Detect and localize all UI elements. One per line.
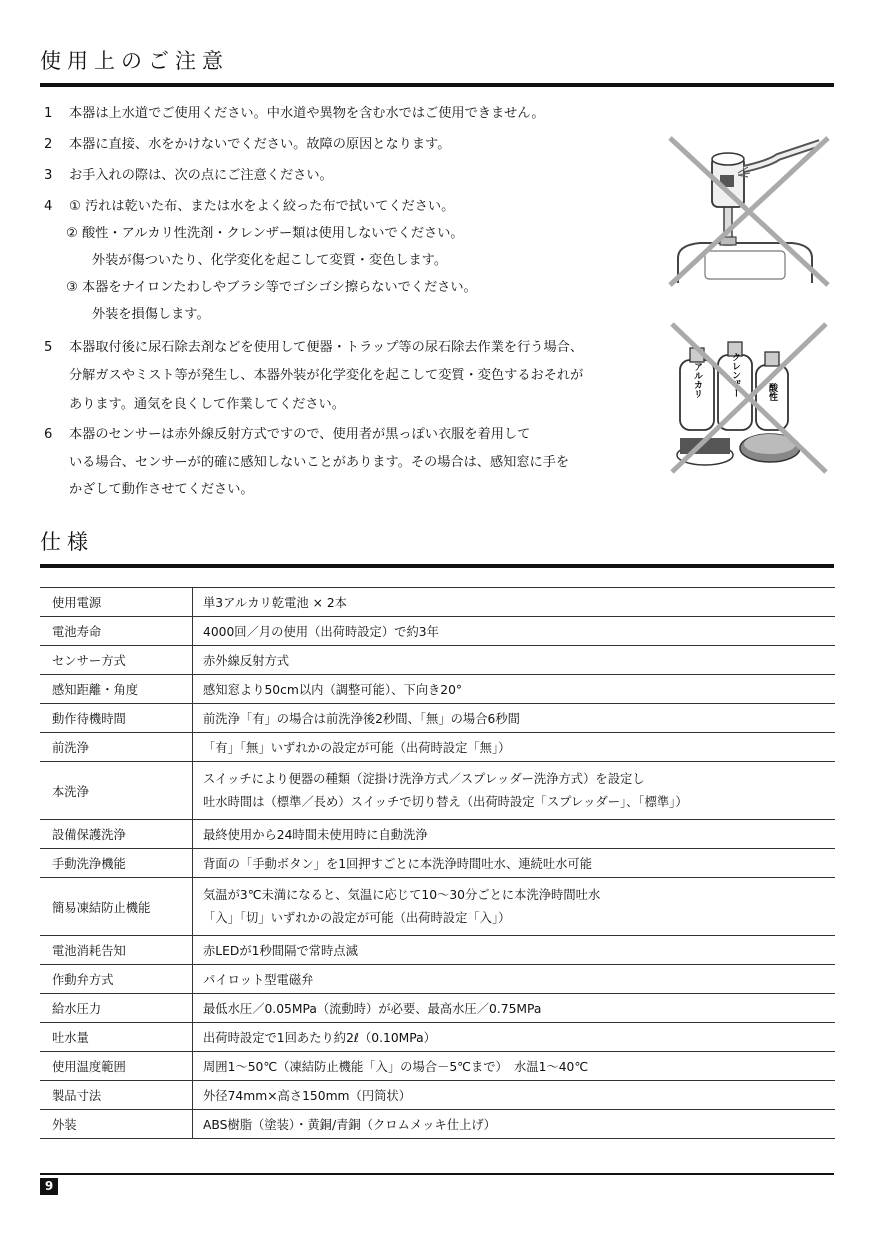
spec-label: 前洗浄	[40, 733, 193, 762]
caution-heading: 使用上のご注意	[40, 49, 229, 73]
spec-label: 動作待機時間	[40, 704, 193, 733]
table-row	[40, 820, 835, 849]
table-row	[40, 878, 835, 936]
spec-value: 前洗浄「有」の場合は前洗浄後2秒間、「無」の場合6秒間	[193, 704, 836, 733]
caution-item-4-sub-1: ② 酸性・アルカリ性洗剤・クレンザー類は使用しないでください。	[66, 226, 464, 241]
spec-value	[193, 762, 836, 820]
caution-item-4-sub-2: 外装が傷ついたり、化学変化を起こして変質・変色します。	[92, 253, 448, 268]
item-text: お手入れの際は、次の点にご注意ください。	[69, 168, 333, 183]
item-text: 本器取付後に尿石除去剤などを使用して便器・トラップ等の尿石除去作業を行う場合、	[69, 340, 584, 355]
item-number: 4	[44, 199, 53, 214]
spec-value: 単3アルカリ乾電池 × 2本	[193, 588, 836, 617]
acid-label: 酸性	[767, 383, 777, 401]
spec-label: 設備保護洗浄	[40, 820, 193, 849]
spec-label: 簡易凍結防止機能	[40, 878, 193, 936]
table-row	[40, 1023, 835, 1052]
table-row	[40, 965, 835, 994]
table-row	[40, 1110, 835, 1139]
table-row	[40, 646, 835, 675]
table-row	[40, 849, 835, 878]
item-text: 本器のセンサーは赤外線反射方式ですので、使用者が黒っぽい衣服を着用して	[69, 427, 531, 442]
page-number: 9	[40, 1178, 58, 1195]
spec-value: パイロット型電磁弁	[193, 965, 836, 994]
item-number: 5	[44, 340, 53, 355]
caution-item-6-line-3: かざして動作させてください。	[69, 482, 254, 497]
table-row	[40, 1081, 835, 1110]
spec-value	[193, 878, 836, 936]
caution-item-4-sub-4: 外装を損傷します。	[92, 307, 210, 322]
spec-heading-rule	[40, 564, 834, 568]
item-text: ① 汚れは乾いた布、または水をよく絞った布で拭いてください。	[69, 199, 455, 214]
spec-label: 使用温度範囲	[40, 1052, 193, 1081]
caution-item-5-line-3: あります。通気を良くして作業してください。	[69, 397, 345, 412]
no-chemicals-brushes-illustration	[660, 320, 835, 480]
spec-value-line: スイッチにより便器の種類（淀掛け洗浄方式／スプレッダー洗浄方式）を設定し	[203, 771, 645, 786]
spec-value: 最終使用から24時間未使用時に自動洗浄	[193, 820, 836, 849]
spec-label: 手動洗浄機能	[40, 849, 193, 878]
spec-value: 赤外線反射方式	[193, 646, 836, 675]
caution-item-6-line-2: いる場合、センサーが的確に感知しないことがあります。その場合は、感知窓に手を	[69, 455, 570, 470]
item-number: 3	[44, 168, 53, 183]
item-text: 本器に直接、水をかけないでください。故障の原因となります。	[69, 137, 451, 152]
cleanser-label: クレンザー	[730, 352, 740, 398]
spec-value: 周囲1～50℃（凍結防止機能「入」の場合－5℃まで） 水温1～40℃	[193, 1052, 836, 1081]
item-number: 1	[44, 106, 53, 121]
no-water-spray-illustration	[660, 133, 835, 293]
spec-value: 外径74mm×高さ150mm（円筒状）	[193, 1081, 836, 1110]
spec-value: 4000回／月の使用（出荷時設定）で約3年	[193, 617, 836, 646]
table-row	[40, 1052, 835, 1081]
table-row	[40, 617, 835, 646]
table-row	[40, 675, 835, 704]
table-row	[40, 762, 835, 820]
spec-value: 出荷時設定で1回あたり約2ℓ（0.10MPa）	[193, 1023, 836, 1052]
spec-value-line: 吐水時間は（標準／長め）スイッチで切り替え（出荷時設定「スプレッダー」、「標準」）	[203, 794, 688, 809]
table-row	[40, 936, 835, 965]
spec-value: 背面の「手動ボタン」を1回押すごとに本洗浄時間吐水、連続吐水可能	[193, 849, 836, 878]
spec-value-line: 「入」「切」いずれかの設定が可能（出荷時設定「入」）	[203, 910, 511, 925]
alkali-label: アルカリ	[692, 362, 702, 398]
spec-label: 吐水量	[40, 1023, 193, 1052]
item-text: 本器は上水道でご使用ください。中水道や異物を含む水ではご使用できません。	[69, 106, 545, 121]
spec-label: 作動弁方式	[40, 965, 193, 994]
spec-label: 電池消耗告知	[40, 936, 193, 965]
spec-label: 電池寿命	[40, 617, 193, 646]
spec-table	[40, 587, 835, 1139]
spec-value: 感知窓より50cm以内（調整可能）、下向き20°	[193, 675, 836, 704]
caution-item-4-sub-3: ③ 本器をナイロンたわしやブラシ等でゴシゴシ擦らないでください。	[66, 280, 477, 295]
table-row	[40, 588, 835, 617]
spec-value: 最低水圧／0.05MPa（流動時）が必要、最高水圧／0.75MPa	[193, 994, 836, 1023]
item-number: 6	[44, 427, 53, 442]
spec-label: 外装	[40, 1110, 193, 1139]
spec-value-line: 気温が3℃未満になると、気温に応じて10～30分ごとに本洗浄時間吐水	[203, 887, 601, 902]
spec-heading: 仕様	[40, 530, 94, 554]
spec-label: 給水圧力	[40, 994, 193, 1023]
footer-rule	[40, 1173, 834, 1175]
table-row	[40, 994, 835, 1023]
spec-label: 使用電源	[40, 588, 193, 617]
spec-label: 感知距離・角度	[40, 675, 193, 704]
spec-value: 「有」「無」いずれかの設定が可能（出荷時設定「無」）	[193, 733, 836, 762]
spec-label: 本洗浄	[40, 762, 193, 820]
spec-label: センサー方式	[40, 646, 193, 675]
item-number: 2	[44, 137, 53, 152]
caution-item-5-line-2: 分解ガスやミスト等が発生し、本器外装が化学変化を起こして変質・変色するおそれが	[69, 368, 584, 383]
table-row	[40, 733, 835, 762]
caution-heading-rule	[40, 83, 834, 87]
table-row	[40, 704, 835, 733]
spec-value: ABS樹脂（塗装）・黄銅/青銅（クロムメッキ仕上げ）	[193, 1110, 836, 1139]
spec-label: 製品寸法	[40, 1081, 193, 1110]
spec-value: 赤LEDが1秒間隔で常時点滅	[193, 936, 836, 965]
